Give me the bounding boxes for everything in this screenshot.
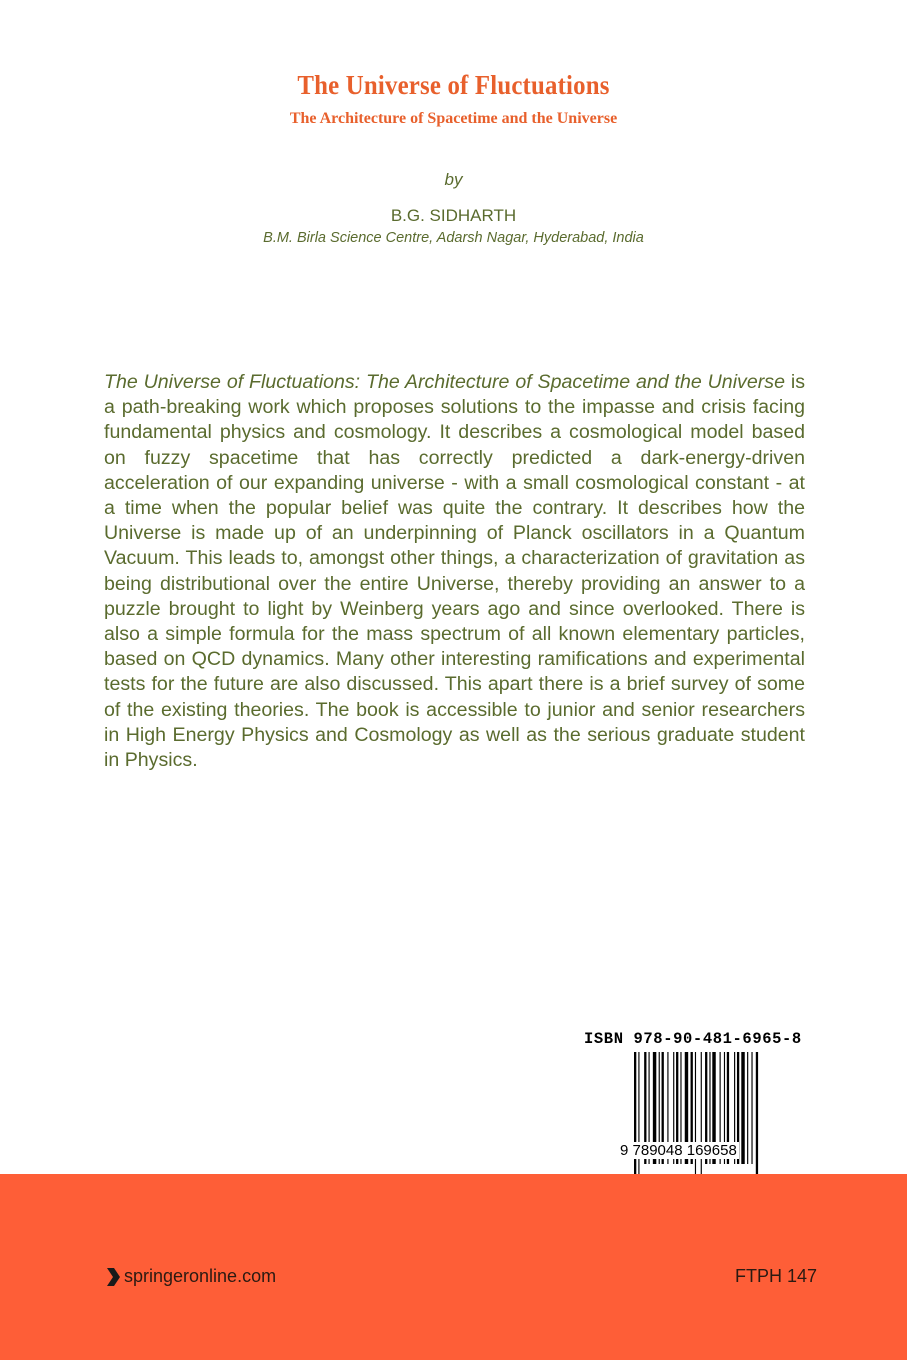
book-description xyxy=(104,370,805,773)
barcode-digits: 9 789048 169658 xyxy=(620,1142,737,1159)
publisher-site: springeronline.com xyxy=(124,1266,277,1286)
by-label: by xyxy=(444,170,463,189)
book-title: The Universe of Fluctuations xyxy=(297,70,610,100)
author-affiliation: B.M. Birla Science Centre, Adarsh Nagar, Hyderabad, India xyxy=(263,230,644,246)
author-name: B.G. SIDHARTH xyxy=(390,206,517,225)
barcode-block xyxy=(584,1030,810,1170)
publisher-link[interactable] xyxy=(106,1266,276,1287)
description-title: The Universe of Fluctuations: The Architecture of Spacetime and the Universe xyxy=(104,371,785,393)
book-subtitle: The Architecture of Spacetime and the Universe xyxy=(289,110,618,127)
chevron-right-icon xyxy=(106,1268,120,1286)
isbn-label: ISBN 978-90-481-6965-8 xyxy=(584,1030,802,1048)
footer-band xyxy=(0,1174,907,1360)
series-code: FTPH 147 xyxy=(734,1266,817,1286)
description-body: is a path-breaking work which proposes solutions to the impasse and crisis facing fundamental physics and cosmology. It describes a cosmological model based on fuzzy spacetime that has correctly predicted a dark-energy-driven acceleration of our expanding universe - with a small cosmological constant - at a time when the popular belief was quite the contrary. It describes how the Universe is made up of an underpinning of Planck oscillators in a Quantum Vacuum. This leads to, amongst other things, a characterization of gravitation as being distributional over the entire Universe, thereby providing an answer to a puzzle brought to light by Weinberg years ago and since overlooked. There is also a simple formula for the mass spectrum of all known elementary particles, based on QCD dynamics. Many other interesting ramifications and experimental tests for the future are also discussed. This apart there is a brief survey of some of the existing theories. The book is accessible to junior and senior researchers in High Energy Physics and Cosmology as well as the serious graduate student in Physics. xyxy=(104,371,805,772)
